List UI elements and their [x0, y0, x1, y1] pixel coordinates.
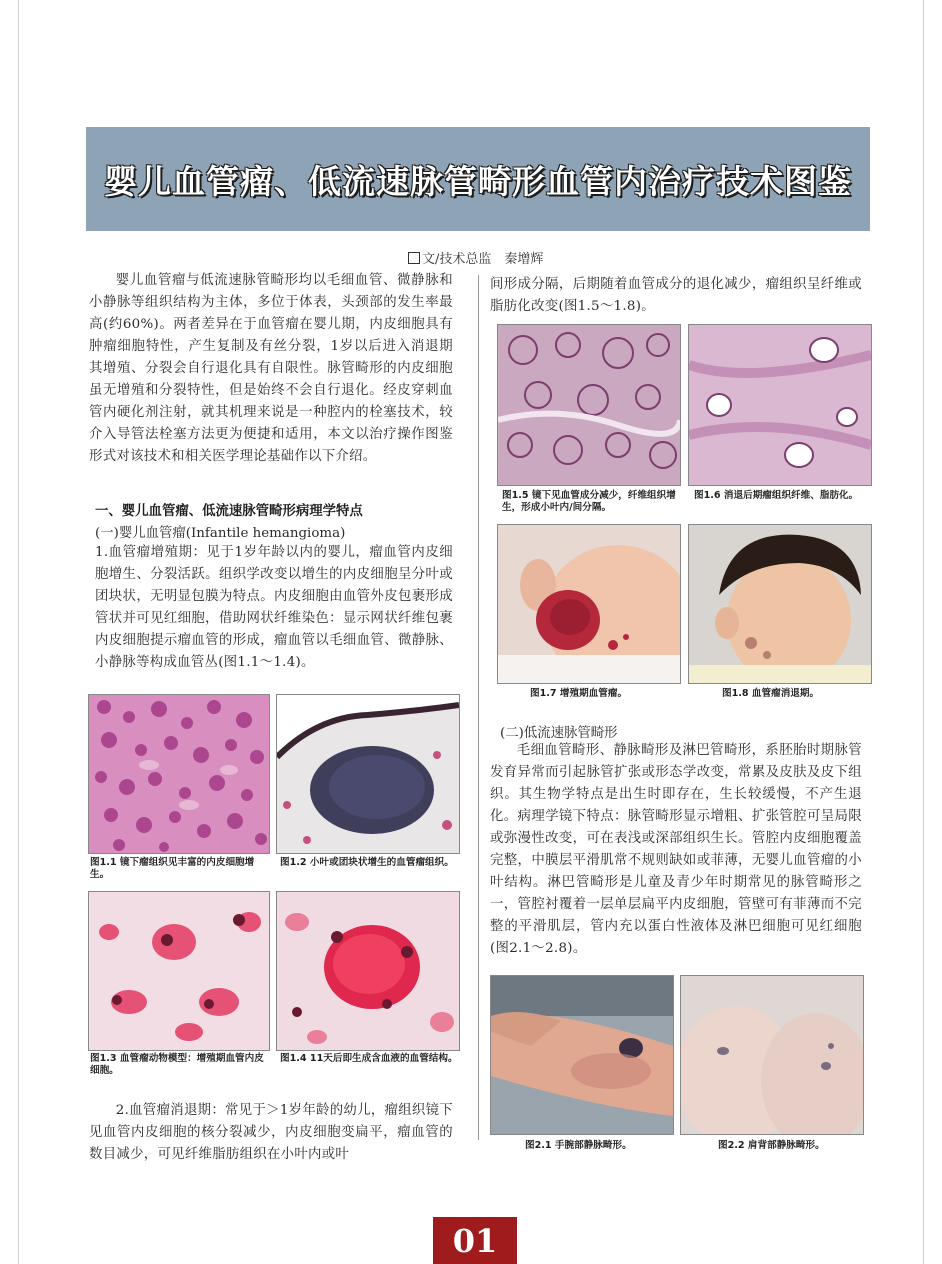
figure-1-4-image: [276, 891, 460, 1051]
byline: [408, 248, 543, 267]
figure-1-1-image: [88, 694, 270, 854]
intro-paragraph: 婴儿血管瘤与低流速脉管畸形均以毛细血管、微静脉和小静脉等组织结构为主体，多位于体表，头颈部的发生率最高(约60%)。两者差异在于血管瘤在婴儿期，内皮细胞具有肿瘤细胞特性，产生复制及有丝分裂，1岁以后进入消退期其增殖、分裂会自行退化具有自限性。脉管畸形的内皮细胞虽无增殖和分裂特性，但是始终不会自行退化。经皮穿刺血管内硬化剂注射，就其机理来说是一种腔内的栓塞技术，较介入导管法栓塞方法更为便捷和适用，本文以治疗操作图鉴形式对该技术和相关医学理论基础作以下介绍。: [89, 273, 453, 464]
figure-2-2-caption: 图2.2 肩背部静脉畸形。: [718, 1140, 825, 1151]
figure-1-2-caption: 图1.2 小叶或团块状增生的血管瘤组织。: [280, 857, 454, 868]
subsection-heading-1: (一)婴儿血管瘤(Infantile hemangioma): [95, 526, 346, 541]
page-guide-left: [18, 0, 19, 1264]
section-heading: 一、婴儿血管瘤、低流速脉管畸形病理学特点: [95, 504, 363, 519]
article-title: 婴儿血管瘤、低流速脉管畸形血管内治疗技术图鉴: [104, 161, 852, 201]
figure-1-7-caption: 图1.7 增殖期血管瘤。: [530, 688, 628, 699]
figure-1-6-caption: 图1.6 消退后期瘤组织纤维、脂肪化。: [694, 490, 859, 501]
square-icon: [408, 252, 420, 264]
figure-1-1-caption: 图1.1 镜下瘤组织见丰富的内皮细胞增生。: [90, 857, 255, 880]
figure-1-8-image: [688, 524, 872, 684]
figure-1-8-caption: 图1.8 血管瘤消退期。: [722, 688, 820, 699]
figure-1-3-image: [88, 891, 270, 1051]
paragraph-involution-continued: 间形成分隔，后期随着血管成分的退化减少，瘤组织呈纤维或脂肪化改变(图1.5～1.8)。: [490, 277, 862, 314]
byline-text: 文/技术总监 秦增辉: [422, 252, 544, 267]
figure-2-1-image: [490, 975, 674, 1135]
paragraph-involution: 2.血管瘤消退期：常见于＞1岁年龄的幼儿，瘤组织镜下见血管内皮细胞的核分裂减少，内皮细胞变扁平，瘤血管的数目减少，可见纤维脂肪组织在小叶内或叶: [89, 1103, 453, 1162]
figure-2-2-image: [680, 975, 864, 1135]
paragraph-proliferation: 1.血管瘤增殖期：见于1岁年龄以内的婴儿，瘤血管内皮细胞增生、分裂活跃。组织学改变以增生的内皮细胞呈分叶或团块状，无明显包膜为特点。内皮细胞由血管外皮包裹形成管状并可见红细胞，借助网状纤维染色：显示网状纤维包裹内皮细胞提示瘤血管的形成，瘤血管以毛细血管、微静脉、小静脉等构成血管丛(图1.1～1.4)。: [95, 545, 453, 670]
figure-1-6-image: [688, 324, 872, 486]
figure-1-3-caption: 图1.3 血管瘤动物模型：增殖期血管内皮细胞。: [90, 1053, 264, 1076]
page-guide-right: [923, 0, 924, 1264]
figure-2-1-caption: 图2.1 手腕部静脉畸形。: [525, 1140, 632, 1151]
subsection-heading-2: (二)低流速脉管畸形: [500, 726, 618, 741]
paragraph-low-flow-malformation: 毛细血管畸形、静脉畸形及淋巴管畸形，系胚胎时期脉管发育异常而引起脉管扩张或形态学改变，常累及皮肤及皮下组织。其生物学特点是出生时即存在，生长较缓慢，不产生退化。病理学镜下特点：脉管畸形显示增粗、扩张管腔可呈局限或弥漫性改变，可在表浅或深部组织生长。管腔内皮细胞覆盖完整，中膜层平滑肌常不规则缺如或菲薄，无婴儿血管瘤的小叶结构。淋巴管畸形是儿童及青少年时期常见的脉管畸形之一，管腔衬覆着一层单层扁平内皮细胞，管壁可有菲薄而不完整的平滑肌层，管内充以蛋白性液体及淋巴细胞可见红细胞(图2.1～2.8)。: [490, 743, 862, 956]
figure-1-5-image: [497, 324, 681, 486]
page-number: 01: [433, 1217, 517, 1264]
column-rule: [478, 275, 479, 1140]
figure-1-5-caption: 图1.5 镜下见血管成分减少，纤维组织增生，形成小叶内/间分隔。: [502, 490, 676, 513]
figure-1-7-image: [497, 524, 681, 684]
figure-1-4-caption: 图1.4 11天后即生成含血液的血管结构。: [280, 1053, 458, 1064]
title-banner: [86, 127, 870, 231]
figure-1-2-image: [276, 694, 460, 854]
